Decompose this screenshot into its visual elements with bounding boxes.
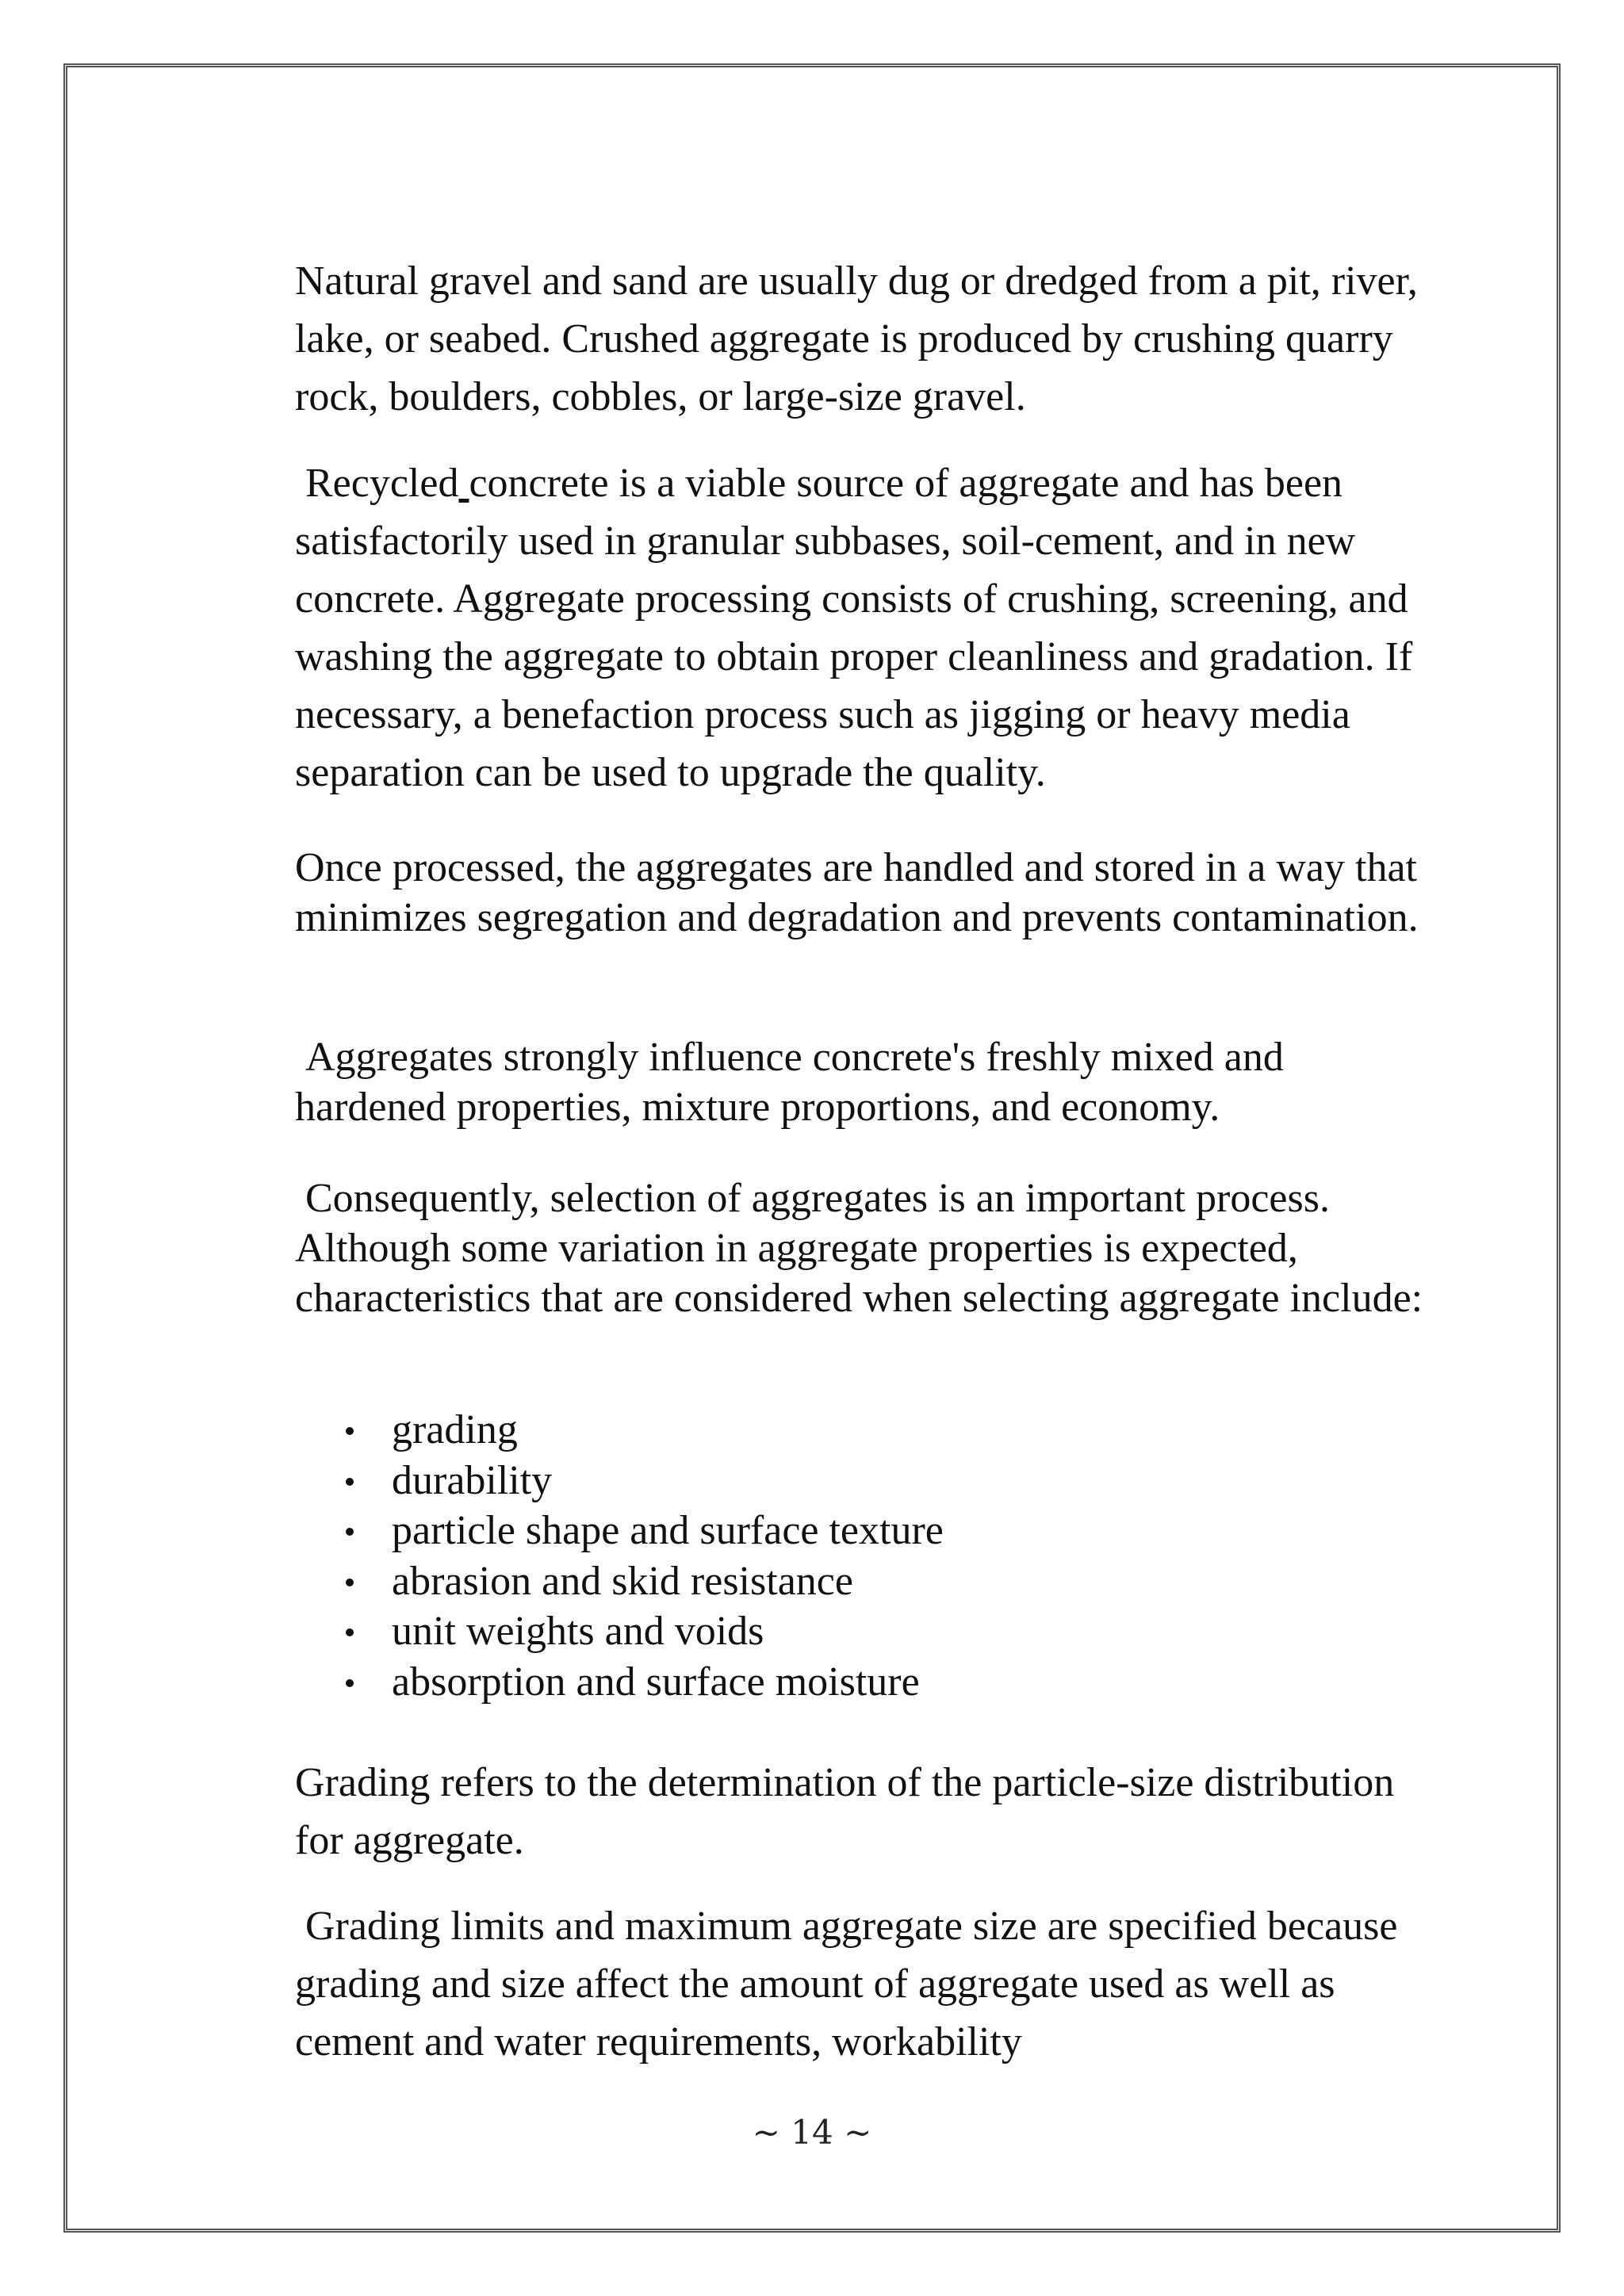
list-item [341,1405,944,1456]
bullet-icon [346,1679,354,1687]
bullet-icon [346,1427,354,1435]
paragraph-text [295,1032,1437,1132]
paragraph-once-processed [295,843,1437,943]
recycled-rest: concrete is a viable source of aggregate and has been satisfactorily used in granular subbases, soil-cement, and in new concrete. Aggregate processing consists of crushing, screening, and washing the aggregate to obtain proper cleanliness and gradation. If necessary, a benefaction process such as jigging or heavy media separation can be used to upgrade the quality. [295,461,1413,795]
paragraph-text: Grading refers to the determination of the particle-size distribution for aggregate. [295,1760,1395,1863]
paragraph-recycled-concrete [295,454,1437,802]
paragraph-body: Consequently, selection of aggregates is an important process. Although some variation in aggregate properties is expected, characteristics that are considered when selecting aggregate include: [295,1176,1423,1321]
paragraph-text [295,1897,1437,2071]
paragraph-consequently [295,1173,1437,1323]
paragraph-natural-gravel [295,252,1437,426]
paragraph-body: Grading limits and maximum aggregate size are specified because grading and size affect the amount of aggregate used as well as cement and water requirements, workability [295,1904,1398,2064]
list-item-text: particle shape and surface texture [392,1508,944,1553]
paragraph-text [295,1173,1437,1323]
list-item-text: abrasion and skid resistance [392,1558,853,1604]
paragraph-text: Once processed, the aggregates are handled and stored in a way that minimizes segregation and degradation and prevents contamination. [295,845,1419,940]
bullet-icon [346,1628,354,1636]
underlined-space [458,461,469,506]
paragraph-text [295,454,1437,802]
paragraph-text: Natural gravel and sand are usually dug or dredged from a pit, river, lake, or seabed. Crushed aggregate is produced by crushing quarry rock, boulders, cobbles, or large-size gravel. [295,258,1418,419]
paragraph-grading-limits [295,1897,1437,2071]
list-item-text: absorption and surface moisture [392,1659,920,1705]
bullet-icon [346,1478,354,1486]
list-item [341,1456,944,1506]
recycled-word: Recycled [305,461,459,506]
characteristics-list [341,1405,944,1707]
paragraph-body: Aggregates strongly influence concrete's freshly mixed and hardened properties, mixture proportions, and economy. [295,1035,1284,1130]
list-item [341,1556,944,1607]
paragraph-grading-refers [295,1754,1437,1869]
bullet-icon [346,1578,354,1586]
list-item-text: grading [392,1407,518,1452]
list-item [341,1506,944,1556]
bullet-icon [346,1528,354,1536]
list-item-text: unit weights and voids [392,1609,764,1654]
paragraph-aggregates-influence [295,1032,1437,1132]
list-item [341,1657,944,1708]
page-number: ~ 14 ~ [752,2113,872,2152]
list-item [341,1606,944,1657]
list-item-text: durability [392,1457,553,1503]
